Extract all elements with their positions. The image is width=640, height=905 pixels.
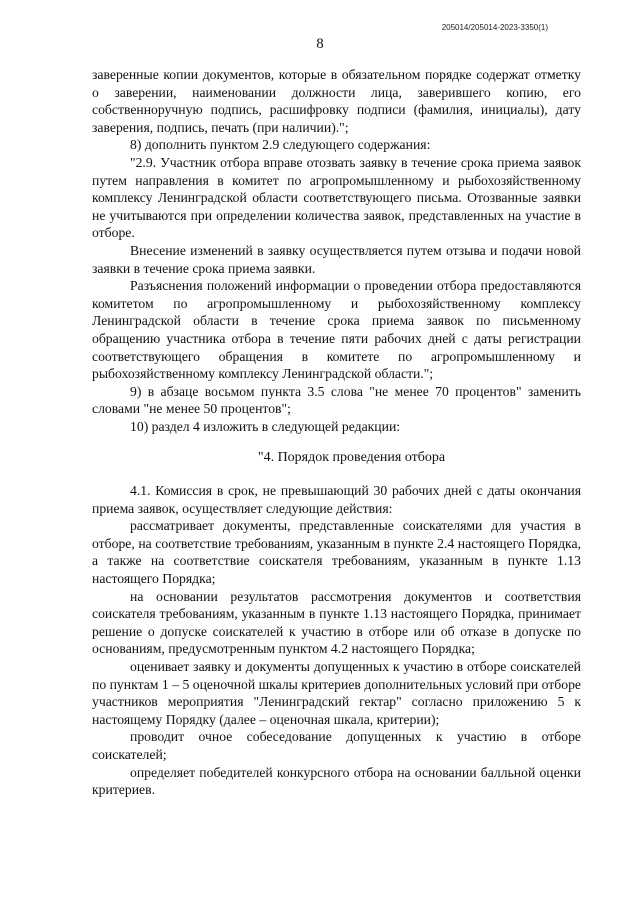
paragraph: на основании результатов рассмотрения документов и соответствия соискателя требованиям, указанным в пункте 1.13 настоящего Порядка, принимает решение о допуске соискателей к участию в отборе или об отказе в допуске по основаниям, предусмотренным пунктом 4.2 настоящего Порядка; (92, 588, 581, 657)
paragraph: Разъяснения положений информации о проведении отбора предоставляются комитетом по агропромышленному и рыбохозяйственному комплексу Ленинградской области в течение срока приема заявок по письменному обращению участника отбора в течение пяти рабочих дней с даты регистрации соответствующего обращения в комитете по агропромышленному и рыбохозяйственному комплексу Ленинградской области."; (92, 278, 581, 382)
paragraph: проводит очное собеседование допущенных к участию в отборе соискателей; (92, 729, 581, 762)
paragraph: рассматривает документы, представленные соискателями для участия в отборе, на соответствие требованиям, указанным в пункте 2.4 настоящего Порядка, а также на соответствие соискателя требованиям, указанным в пункте 1.13 настоящего Порядка; (92, 518, 581, 587)
paragraph: оценивает заявку и документы допущенных к участию в отборе соискателей по пунктам 1 – 5 оценочной шкалы критериев дополнительных условий при отборе участников мероприятия "Ленинградский гектар" согласно приложению 5 к настоящему Порядку (далее – оценочная шкала, критерии); (92, 659, 581, 727)
page-number: 8 (316, 36, 324, 52)
paragraph: 4.1. Комиссия в срок, не превышающий 30 рабочих дней с даты окончания приема заявок, осуществляет следующие действия: (92, 483, 581, 516)
paragraph: "2.9. Участник отбора вправе отозвать заявку в течение срока приема заявок путем направления в комитет по агропромышленному и рыбохозяйственному комплексу Ленинградской области соответствующего письма. Отозванные заявки не учитываются при определении количества заявок, представленных на участие в отборе. (92, 154, 581, 241)
paragraph: 8) дополнить пунктом 2.9 следующего содержания: (130, 137, 431, 153)
paragraph: 9) в абзаце восьмом пункта 3.5 слова "не менее 70 процентов" заменить словами "не менее 50 процентов"; (92, 383, 581, 417)
document-body (92, 66, 581, 799)
paragraph: 10) раздел 4 изложить в следующей редакции: (130, 418, 401, 434)
section-heading: "4. Порядок проведения отбора (257, 450, 446, 466)
paragraph: Внесение изменений в заявку осуществляется путем отзыва и подачи новой заявки в течение срока приема заявки. (92, 242, 581, 276)
paragraph: заверенные копии документов, которые в обязательном порядке содержат отметку о заверении, наименовании должности лица, заверившего копию, его собственноручную подпись, расшифровку подписи (фамилия, инициалы), дату заверения, подпись, печать (при наличии)."; (92, 67, 581, 135)
paragraph: определяет победителей конкурсного отбора на основании балльной оценки критериев. (92, 764, 581, 798)
document-id: 205014/205014-2023-3350(1) (441, 23, 548, 32)
